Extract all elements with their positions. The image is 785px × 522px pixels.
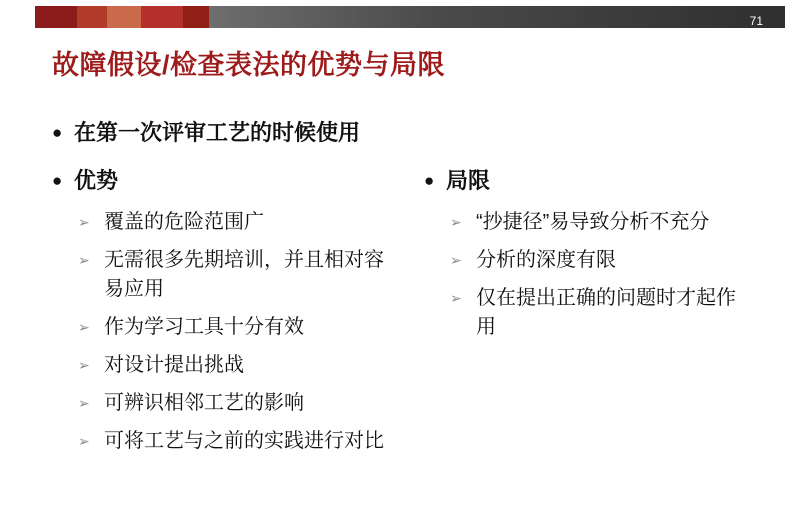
slide-body [52, 118, 761, 522]
bullet-icon: ● [52, 171, 63, 190]
arrow-icon: ➢ [78, 395, 90, 411]
column-heading-limitations [424, 166, 761, 196]
gray-gradient-band [209, 6, 785, 28]
decorative-top-bar [35, 6, 785, 28]
list-item-label: 对设计提出挑战 [104, 354, 244, 376]
bullet-icon: ● [424, 171, 435, 190]
arrow-icon: ➢ [450, 214, 462, 230]
page-number: 71 [749, 14, 763, 28]
advantages-list [52, 208, 424, 456]
bullet-icon: ● [52, 123, 63, 142]
color-block-1 [35, 6, 77, 28]
arrow-icon: ➢ [78, 357, 90, 373]
color-block-2 [77, 6, 107, 28]
column-heading-advantages [52, 166, 424, 196]
arrow-icon: ➢ [78, 433, 90, 449]
arrow-icon: ➢ [450, 252, 462, 268]
list-item-label: 仅在提出正确的问题时才起作用 [476, 287, 736, 338]
arrow-icon: ➢ [450, 290, 462, 306]
list-item-label: 可将工艺与之前的实践进行对比 [104, 430, 384, 452]
list-item-label: “抄捷径”易导致分析不充分 [476, 211, 710, 233]
heading-text: 优势 [74, 168, 119, 193]
column-advantages [52, 166, 424, 465]
list-item-label: 可辨识相邻工艺的影响 [104, 392, 304, 414]
heading-text: 局限 [446, 168, 491, 193]
list-item-label: 作为学习工具十分有效 [104, 316, 304, 338]
two-column-area [52, 166, 761, 465]
arrow-icon: ➢ [78, 252, 90, 268]
arrow-icon: ➢ [78, 214, 90, 230]
list-item [450, 246, 761, 275]
list-item-label: 无需很多先期培训，并且相对容易应用 [104, 249, 384, 300]
list-item [78, 351, 424, 380]
list-item [78, 208, 424, 237]
list-item [78, 389, 424, 418]
limitations-list [424, 208, 761, 342]
intro-text: 在第一次评审工艺的时候使用 [74, 120, 361, 145]
list-item [78, 246, 424, 304]
list-item [78, 427, 424, 456]
list-item [78, 313, 424, 342]
color-block-4 [141, 6, 183, 28]
column-limitations [424, 166, 761, 351]
list-item-label: 分析的深度有限 [476, 249, 616, 271]
page-title: 故障假设/检查表法的优势与局限 [52, 50, 446, 80]
list-item [450, 208, 761, 237]
color-block-5 [183, 6, 209, 28]
color-block-3 [107, 6, 141, 28]
list-item-label: 覆盖的危险范围广 [104, 211, 264, 233]
list-item [450, 284, 761, 342]
arrow-icon: ➢ [78, 319, 90, 335]
intro-bullet [52, 118, 761, 148]
